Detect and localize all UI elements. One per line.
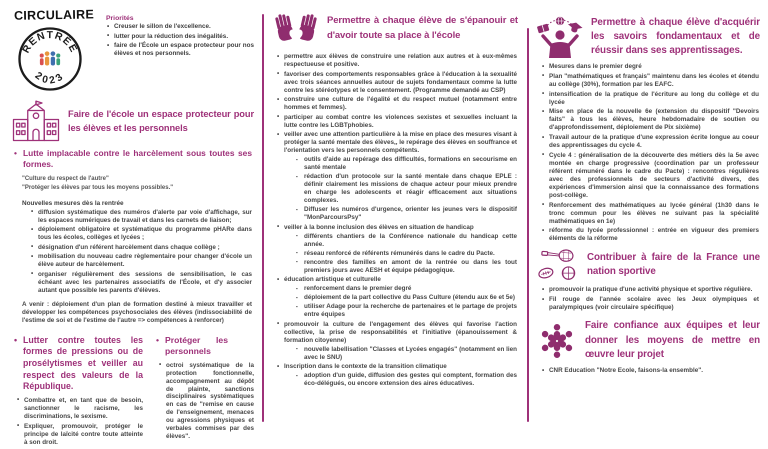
sub-list bbox=[284, 372, 517, 388]
list-item: • Mise en place de la nouvelle 6e (extension du dispositif "Devoirs faits" à tous les élèves, heure hebdomadaire de soutien ou d'approfondissement, déploiement de Pix sixième) bbox=[549, 108, 759, 132]
circulaire-label: CIRCULAIRE bbox=[13, 7, 95, 23]
quote-respect: "Culture du respect de l'autre" bbox=[22, 176, 109, 183]
list-item: • mobilisation du nouveau cadre règlementaire pour changer d'école un élève auteur de harcèlement. bbox=[38, 253, 252, 269]
pressures-title: • Lutter contre toutes les formes de pressions ou de prosélytismes et veiller au respect des valeurs de la République. bbox=[14, 335, 143, 393]
book-icon bbox=[537, 24, 549, 34]
header-row bbox=[12, 6, 254, 98]
measures-list bbox=[30, 209, 252, 295]
list-item: • déploiement obligatoire et systématique du programme pHARe dans tous les écoles, collèges et lycées ; bbox=[38, 226, 252, 242]
list-item: • faire de l'École un espace protecteur pour nos élèves et nos personnels. bbox=[114, 42, 254, 58]
list-item: • Plan "mathématiques et français" maintenu dans les écoles et étendu au collège (30%), formation par les EAFC. bbox=[549, 73, 759, 89]
sub-list-item: ▪ adoption d'un guide, diffusion des gestes qui comptent, formation des éco-délégués, ou encore extension des aires éducatives. bbox=[304, 372, 517, 388]
brand-block bbox=[12, 6, 106, 98]
list-item: • Expliquer, promouvoir, protéger le principe de laïcité contre toute atteinte à son droit. bbox=[24, 423, 143, 447]
flourish-section-title: Permettre à chaque élève de s'épanouir et d'avoir toute sa place à l'école bbox=[327, 15, 518, 41]
sub-list-item: ▪ Diffuser les numéros d'urgence, orienter les jeunes vers le dispositif "MonParcoursPsy" bbox=[304, 206, 517, 222]
list-item: • éducation artistique et culturelle ▪ renforcement dans le premier degré ▪ déploiement de la part collective du Pass Culture (étendu aux 6e et 5e) ▪ utiliser Adage pour la recherche de partenaires et le partage de projets entre équipes bbox=[284, 276, 517, 319]
sub-list-item: ▪ déploiement de la part collective du Pass Culture (étendu aux 6e et 5e) bbox=[304, 294, 517, 302]
sub-list-item: ▪ rédaction d'un protocole sur la santé mentale dans chaque EPLE : définir clairement les missions de chaque acteur pour mieux prendre en charge les adolescents et réagir efficacement aux situations complexes. bbox=[304, 173, 517, 205]
priorities-title: Priorités bbox=[106, 15, 134, 22]
trust-section-title: Faire confiance aux équipes et leur donner les moyens de mettre en œuvre leur projet bbox=[585, 320, 760, 361]
right-column bbox=[527, 0, 768, 432]
stamp-bottom-text: 2023 bbox=[32, 70, 68, 87]
priorities-block bbox=[106, 6, 254, 98]
measures-title: Nouvelles mesures dès la rentrée bbox=[22, 200, 124, 208]
list-item: • Creuser le sillon de l'excellence. bbox=[114, 23, 254, 31]
list-item: • Travail autour de la pratique d'une expression écrite longue au coeur des apprentissages du cycle 4. bbox=[549, 134, 759, 150]
list-item: • veiller avec une attention particulière à la mise en place des mesures visant à protéger la santé mentale des élèves,, le repérage des élèves en souffrance et l'orientation vers les personnels compétents. ▪ outils d'aide au repérage des difficultés, formations en secourisme en santé mentale ▪ rédaction d'un protocole sur la santé mentale dans chaque EPLE : définir clairement les missions de chaque acteur pour mieux prendre en charge les adolescents et réagir efficacement aux situations complexes. ▪ Diffuser les numéros d'urgence, orienter les jeunes vers le dispositif "MonParcoursPsy" bbox=[284, 131, 517, 222]
list-item: • Mesures dans le premier degré bbox=[549, 63, 759, 71]
knowledge-section-title: Permettre à chaque élève d'acquérir les savoirs fondamentaux et de réussir dans ses apprentissages. bbox=[591, 17, 760, 56]
flourish-section-header bbox=[274, 10, 518, 48]
sub-list bbox=[284, 233, 517, 275]
rugby-ball-icon bbox=[538, 267, 554, 280]
list-item: • octroi systématique de la protection fonctionnelle, accompagnement au dépôt de plainte, sanctions disciplinaires systématiques en cas de "remise en cause de l'enseignement, menaces ou agressions physiques et verbales commises par des élèves". bbox=[166, 362, 254, 442]
staff-title: • Protéger les personnels bbox=[156, 335, 228, 358]
rentree-2023-stamp-icon bbox=[16, 25, 84, 93]
sub-list-item: ▪ utiliser Adage pour la recherche de partenaires et le partage de projets entre équipes bbox=[304, 303, 517, 319]
sports-equipment-icon bbox=[537, 248, 579, 282]
sport-section-title: Contribuer à faire de la France une nation sportive bbox=[587, 251, 760, 278]
column-divider-right bbox=[527, 28, 529, 422]
hands-heart-icon bbox=[274, 10, 318, 48]
stamp-top-text: RENTRÉE bbox=[20, 30, 80, 56]
list-item: • intensification de la pratique de l'écriture au long du collège et du lycée bbox=[549, 91, 759, 107]
priorities-list bbox=[106, 23, 254, 58]
list-item: • organiser régulièrement des sessions de sensibilisation, le cas échéant avec les partenaires associatifs de l'École, et d'y associer autant que possible les parents d'élèves. bbox=[38, 271, 252, 295]
trust-list bbox=[537, 367, 759, 375]
list-item: • Fil rouge de l'année scolaire avec les Jeux olympiques et paralympiques (voir circulaire spécifique) bbox=[549, 296, 759, 312]
sub-list bbox=[284, 346, 517, 362]
globe-icon bbox=[556, 17, 564, 25]
sport-section-header bbox=[537, 248, 760, 282]
middle-column bbox=[262, 0, 527, 432]
list-item: • promouvoir la pratique d'une activité physique et sportive régulière. bbox=[549, 286, 759, 294]
list-item: • CNR Education "Notre Ecole, faisons-la ensemble". bbox=[549, 367, 759, 375]
list-item: • Renforcement des mathématiques au lycée général (1h30 dans le tronc commun pour les élèves ne suivant pas la spécialité mathématiques en 1e) bbox=[549, 202, 759, 226]
harassment-point: • Lutte implacable contre le harcèlement sous toutes ses formes. bbox=[14, 148, 252, 170]
knowledge-list bbox=[537, 63, 759, 243]
protect-section-title: Faire de l'école un espace protecteur pour les élèves et les personnels bbox=[68, 108, 254, 133]
list-item: • Inscription dans le contexte de la transition climatique ▪ adoption d'un guide, diffusion des gestes qui comptent, formation des éco-délégués, ou encore extension des aires éducatives. bbox=[284, 363, 517, 388]
list-item: • favoriser des comportements responsables grâce à l'éducation à la sexualité avec trois séances annuelles autour de sujets fondamentaux comme la lutte contre les stéréotypes et le consentement. (Programme demandé au CSP) bbox=[284, 71, 517, 95]
list-item: • réforme du lycée professionnel : entrée en vigueur des premiers éléments de la réforme bbox=[549, 227, 759, 243]
graduation-cap-icon bbox=[566, 21, 583, 34]
quote-protect: "Protéger les élèves par tous les moyens possibles." bbox=[22, 185, 174, 192]
list-item: • promouvoir la culture de l'engagement des élèves qui favorise l'action collective, la prise de responsabilités et l'initiative (épanouissement & formation citoyenne) ▪ nouvelle labellisation "Classes et Lycées engagés" (notamment en lien avec le SNU) bbox=[284, 321, 517, 362]
protect-section-header bbox=[12, 100, 254, 142]
sub-list bbox=[284, 285, 517, 319]
list-item: • diffusion systématique des numéros d'alerte par voie d'affichage, sur les espaces numériques de travail et dans les carnets de liaison; bbox=[38, 209, 252, 225]
list-item: • participer au combat contre les violences sexistes et sexuelles incluant la lutte contre les LGBTphobies. bbox=[284, 114, 517, 130]
sub-list-item: ▪ nouvelle labellisation "Classes et Lycées engagés" (notamment en lien avec le SNU) bbox=[304, 346, 517, 362]
list-item: • permettre aux élèves de construire une relation aux autres et à eux-mêmes respectueuse et positive. bbox=[284, 53, 517, 69]
school-building-icon bbox=[12, 100, 60, 142]
list-item: • veiller à la bonne inclusion des élèves en situation de handicap ▪ différents chantiers de la Conférence nationale du handicap cette année. ▪ réseau renforcé de référents rémunérés dans le cadre du Pacte. ▪ rencontre des familles en amont de la rentrée ou dans les tout premiers jours avec AESH et équipe pédagogique. bbox=[284, 224, 517, 275]
list-item: • Combattre et, en tant que de besoin, sanctionner le racisme, les discriminations, le sexisme. bbox=[24, 397, 143, 421]
student-juggling-icon bbox=[537, 16, 583, 58]
left-column bbox=[0, 0, 262, 446]
trust-section-header bbox=[537, 319, 760, 363]
list-item: • construire une culture de l'égalité et du respect mutuel (notamment entre hommes et femmes). bbox=[284, 96, 517, 112]
pressures-list bbox=[14, 397, 143, 447]
upcoming-note: A venir : déploiement d'un plan de formation destiné à mieux travailler et développer les compétences psychosociales des élèves (indissociabilité de l'estime de soi et de l'estime de l'autre => compétences à renforcer) bbox=[22, 300, 252, 324]
list-item: • lutter pour la réduction des inégalités. bbox=[114, 33, 254, 41]
flourish-list bbox=[274, 53, 517, 388]
sub-list-item: ▪ différents chantiers de la Conférence nationale du handicap cette année. bbox=[304, 233, 517, 249]
tennis-racquet-icon bbox=[541, 249, 573, 262]
list-item: • désignation d'un référent harcèlement dans chaque collège ; bbox=[38, 244, 252, 252]
staff-list bbox=[156, 362, 254, 442]
sub-list bbox=[284, 156, 517, 222]
knowledge-section-header bbox=[537, 16, 760, 58]
basketball-icon bbox=[562, 267, 574, 279]
team-circle-icon bbox=[537, 322, 577, 360]
sub-list-item: ▪ rencontre des familles en amont de la rentrée ou dans les tout premiers jours avec AESH et équipe pédagogique. bbox=[304, 259, 517, 275]
sub-list-item: ▪ renforcement dans le premier degré bbox=[304, 285, 517, 293]
sport-list bbox=[537, 286, 759, 312]
list-item: • Cycle 4 : généralisation de la découverte des métiers dès la 5e avec montée en charge progressive (coordination par un professeur référent rémunéré dans le cadre du Pacte) : rencontres régulières avec des professionnels de secteurs d'activité divers, des expériences d'immersion ainsi que la connaissance des formations post-collège. bbox=[549, 152, 759, 200]
column-divider-left bbox=[262, 14, 264, 422]
sub-list-item: ▪ réseau renforcé de référents rémunérés dans le cadre du Pacte. bbox=[304, 250, 517, 258]
sub-list-item: ▪ outils d'aide au repérage des difficultés, formations en secourisme en santé mentale bbox=[304, 156, 517, 172]
